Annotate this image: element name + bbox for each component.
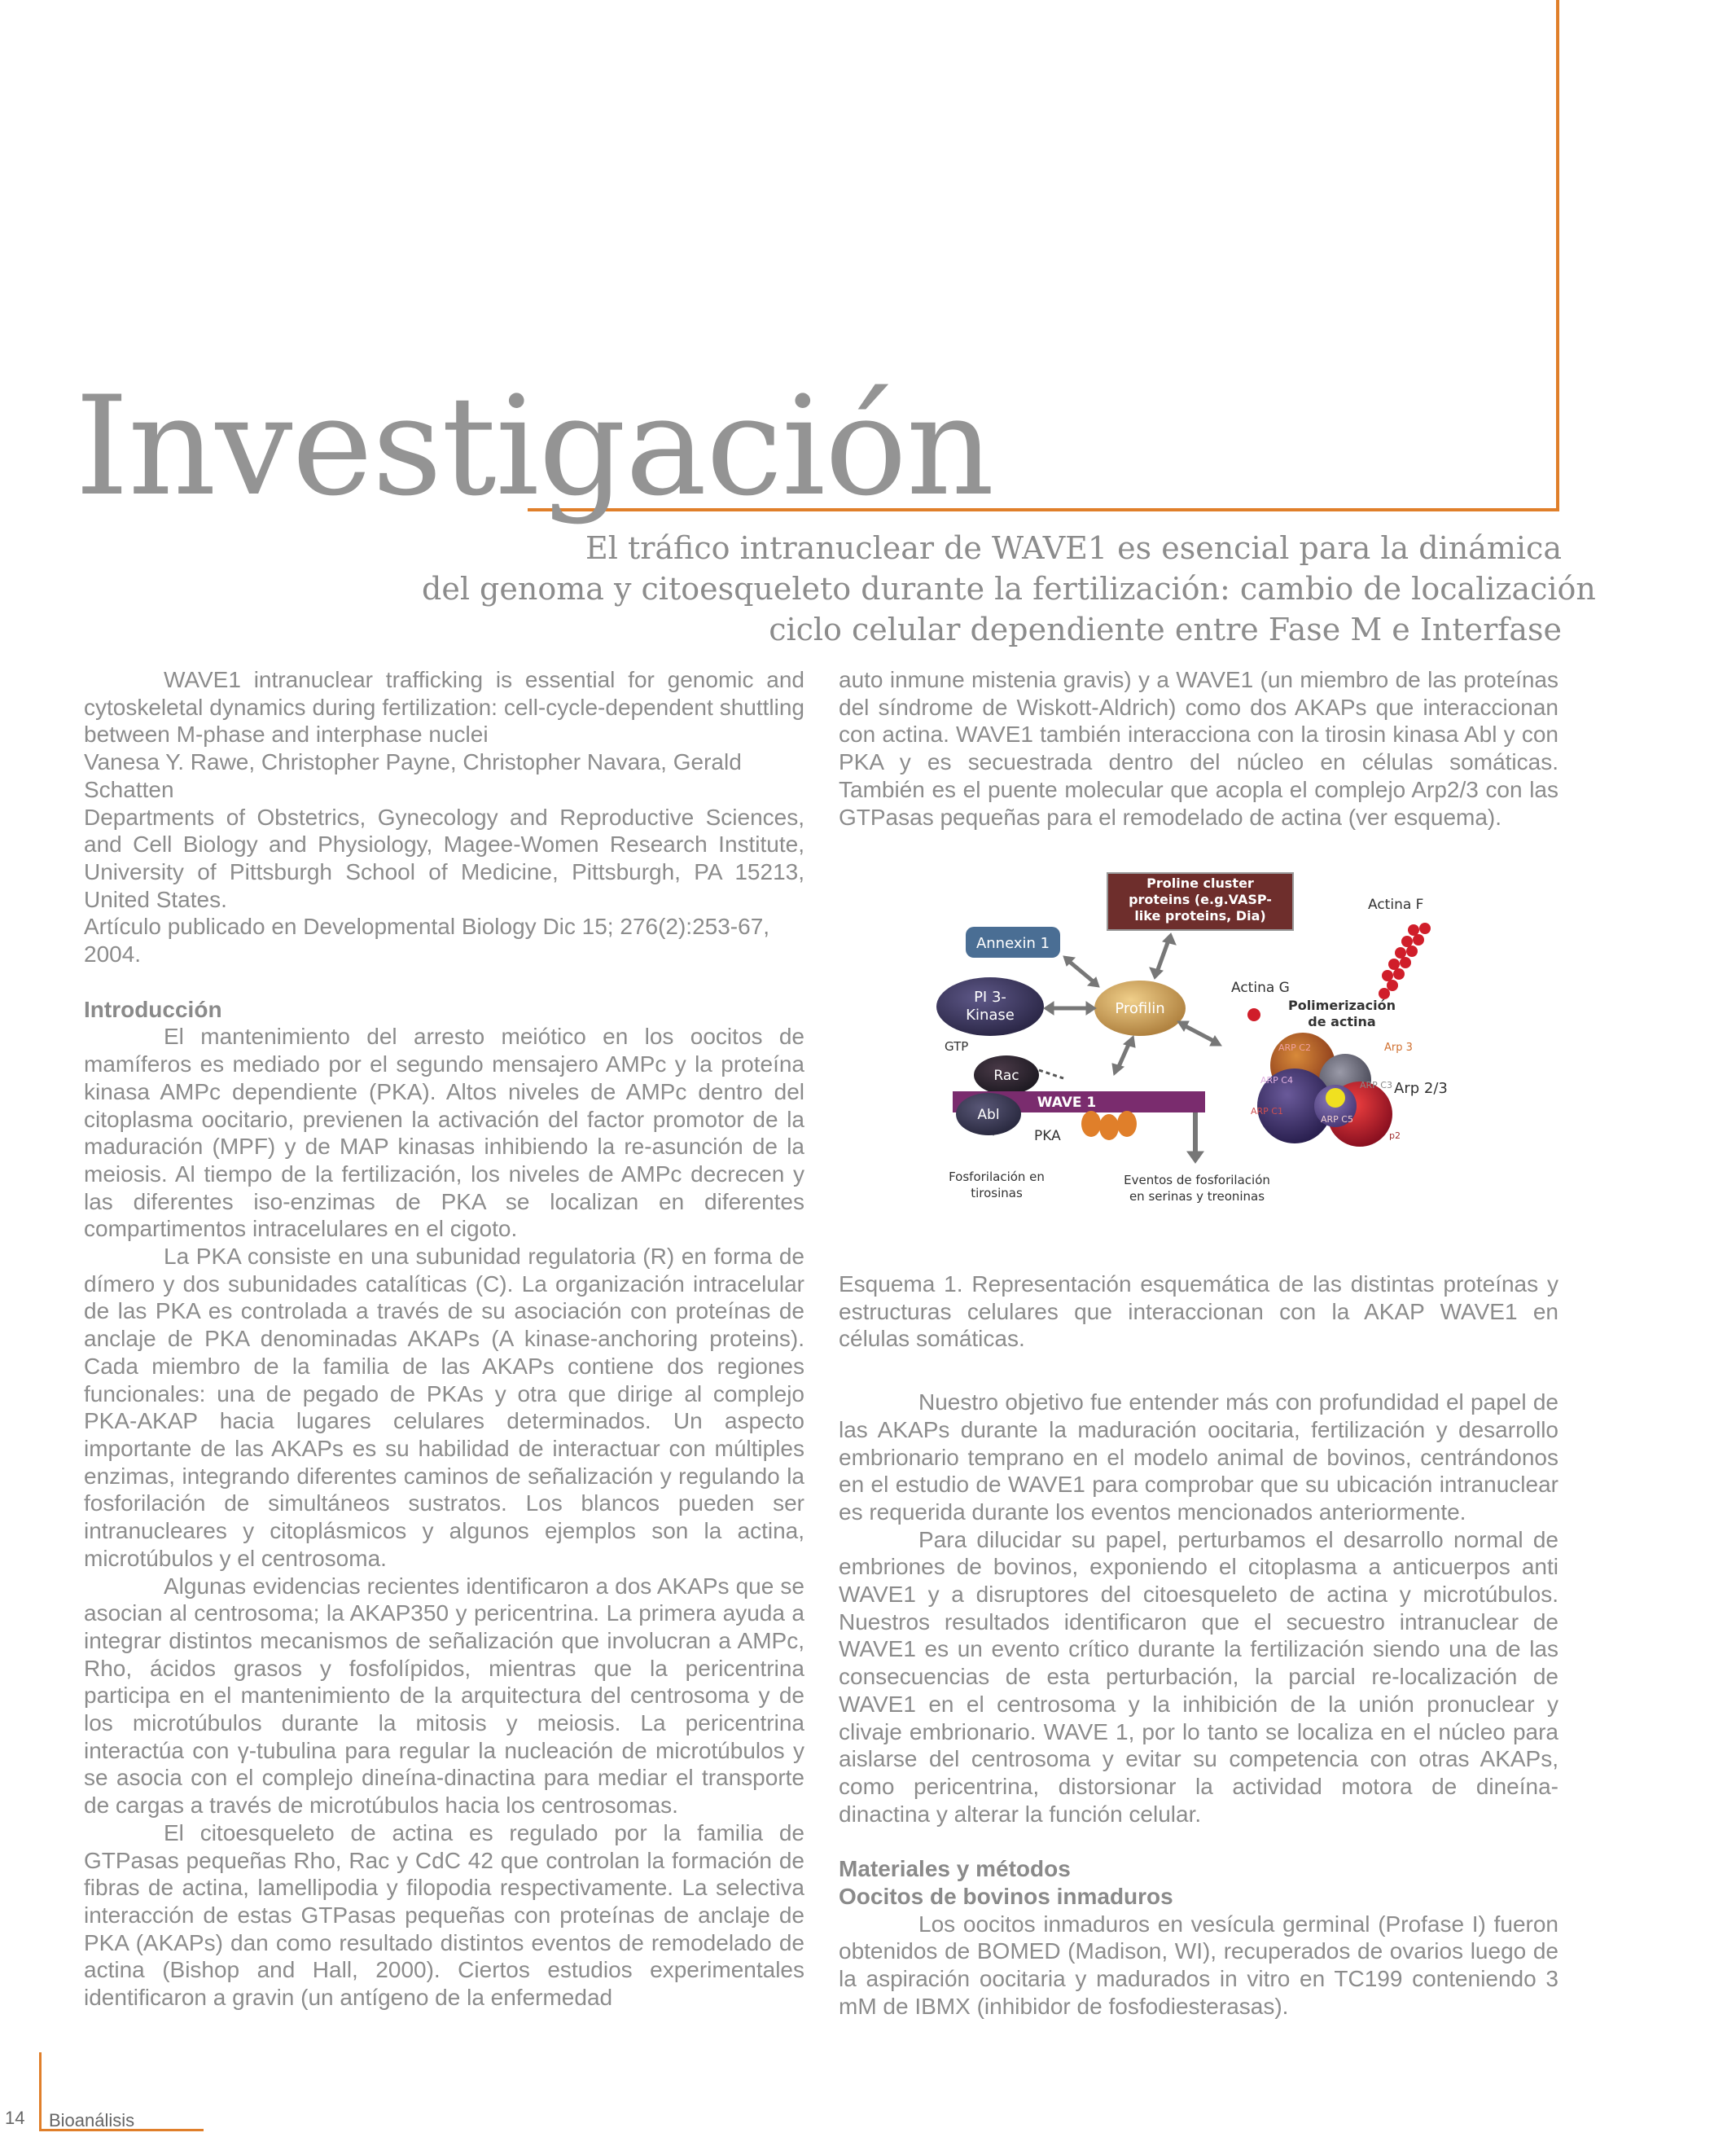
page-number: 14 — [5, 2108, 25, 2128]
article-title — [422, 528, 1596, 650]
arp23-complex — [1251, 1033, 1448, 1147]
methods-heading: Materiales y métodos — [839, 1856, 1071, 1882]
actina-f-label: Actina F — [1368, 897, 1424, 913]
article-title-line: del genoma y citoesqueleto durante la fertilización: cambio de localización — [422, 571, 1596, 607]
arp-label: Arp 3 — [1384, 1042, 1413, 1054]
article-title-line: El tráfico intranuclear de WAVE1 es esencial para la dinámica — [585, 530, 1562, 566]
arp-label: ARP C1 — [1251, 1106, 1283, 1117]
spacer — [839, 1828, 1558, 1855]
arp-label: ARP C2 — [1278, 1042, 1311, 1053]
section-title: Investigación — [75, 366, 994, 526]
fosfo-tirosinas-line: tirosinas — [971, 1186, 1023, 1200]
proline-line: proteins (e.g.VASP- — [1129, 892, 1272, 907]
body-paragraph: El citoesqueleto de actina es regulado por la familia de GTPasas pequeñas Rho, Rac y CdC 42 que controlan la formación de fibras de actina, lamellipodia y filopodia respectivamente. La selectiva interacción de estas GTPasas pequeñas con proteínas de anclaje de PKA (AKAPs) dan como resultado distintos eventos de remodelado de actina (Bishop and Hall, 2000). Ciertos estudios experimentales identificaron a gravin (un antígeno de la enfermedad — [84, 1819, 804, 2011]
spacer — [84, 968, 804, 996]
pi3k-line: Kinase — [966, 1007, 1015, 1024]
actina-g-dot — [1247, 1008, 1260, 1021]
body-paragraph: auto inmune mistenia gravis) y a WAVE1 (un miembro de las proteínas del síndrome de Wiskott-Aldrich) como dos AKAPs que interaccionan con actina. WAVE1 también interacciona con la tirosin kinasa Abl y con PKA y es secuestrada dentro del núcleo en células somáticas. También es el puente molecular que acopla el complejo Arp2/3 con las GTPasas pequeñas para el remodelado de actina (ver esquema). — [839, 667, 1558, 830]
figure-caption: Esquema 1. Representación esquemática de las distintas proteínas y estructuras celulares que interaccionan con la AKAP WAVE1 en células somáticas. — [839, 1271, 1558, 1352]
article-title-line: ciclo celular dependiente entre Fase M e Interfase — [769, 612, 1562, 647]
body-paragraph: Para dilucidar su papel, perturbamos el desarrollo normal de embriones de bovinos, exponiendo el citoplasma a anticuerpos anti WAVE1 y a disruptores del citoesqueleto de actina y microtúbulos. Nuestros resultados identificaron que el secuestro intranuclear de WAVE1 es un evento crítico durante la fertilización siendo una de las consecuencias de esta perturbación, la parcial re-localización de WAVE1 en el centrosoma y la inhibición de la unión pronuclear y clivaje embrionario. WAVE 1, por lo tanto se localiza en el núcleo para aislarse del centrosoma y evitar su competencia con otras AKAPs, como pericentrina, distorsionar la actividad motora de dineína-dinactina y alterar la función celular. — [839, 1526, 1558, 1827]
affiliation: Departments of Obstetrics, Gynecology and Reproductive Sciences, and Cell Biology and Physiology, Magee-Women Research Institute, University of Pittsburgh School of Medicine, Pittsburgh, PA 15213, United States. — [84, 804, 804, 912]
polimerizacion-line: Polimerización — [1287, 998, 1396, 1013]
actina-g-label: Actina G — [1231, 980, 1290, 996]
rac-dashed-link — [1039, 1070, 1063, 1078]
footer-vertical-rule — [39, 2052, 42, 2130]
rac-ellipse — [974, 1055, 1039, 1095]
polimerizacion-line: de actina — [1308, 1014, 1376, 1029]
body-paragraph: Nuestro objetivo fue entender más con profundidad el papel de las AKAPs durante la maduración oocitaria, fertilización y desarrollo embrionario temprano en el modelo animal de bovinos, centrándonos en el estudio de WAVE1 para comprobar que su ubicación intranuclear es requerida durante los eventos mencionados anteriormente. — [839, 1389, 1558, 1525]
fosfo-tirosinas-line: Fosforilación en — [949, 1169, 1045, 1184]
proline-cluster-box — [1107, 873, 1293, 930]
pi3-kinase-ellipse — [936, 977, 1044, 1036]
authors: Vanesa Y. Rawe, Christopher Payne, Christopher Navara, Gerald Schatten — [84, 749, 742, 802]
arp-label: ARP C3 — [1360, 1080, 1392, 1090]
proline-line: Proline cluster — [1146, 875, 1254, 891]
arp23-label: Arp 2/3 — [1394, 1080, 1448, 1097]
citation: Artículo publicado en Developmental Biology Dic 15; 276(2):253-67, 2004. — [84, 914, 770, 968]
wave1-diagram-svg — [936, 870, 1458, 1261]
magazine-name: Bioanálisis — [49, 2110, 135, 2130]
profilin-label: Profilin — [1115, 1000, 1165, 1017]
eventos-line: Eventos de fosforilación — [1124, 1173, 1270, 1187]
wave1-diagram — [936, 870, 1458, 1261]
body-paragraph: El mantenimiento del arresto meiótico en los oocitos de mamíferos es mediado por el segundo mensajero AMPc y la proteína kinasa AMPc dependiente (PKA). Altos niveles de AMPc dentro del citoplasma oocitario, previenen la activación del factor promotor de la maduración (MPF) y de MAP kinasas inhibiendo la re-asunción de la meiosis. Al tiempo de la fertilización, los niveles de AMPc decrecen y las diferentes iso-enzimas de PKA se localizan en diferentes compartimentos intracelulares en el cigoto. — [84, 1024, 804, 1242]
eventos-line: en serinas y treoninas — [1129, 1189, 1265, 1204]
arp-label: p2 — [1389, 1130, 1401, 1141]
arp-label: ARP C5 — [1321, 1114, 1353, 1125]
annexin-box — [966, 927, 1060, 958]
profilin-ellipse — [1094, 981, 1186, 1036]
arp-label: ARP C4 — [1260, 1075, 1293, 1086]
body-paragraph: La PKA consiste en una subunidad regulatoria (R) en forma de dímero y dos subunidades catalíticas (C). La organización intracelular de las PKA es controlada a través de su asociación con proteínas de anclaje de PKA denominadas AKAPs (A kinase-anchoring proteins). Cada miembro de la familia de las AKAPs contiene dos regiones funcionales: una de pegado de PKAs y otra que dirige al complejo PKA-AKAP hacia lugares celulares determinados. Un aspecto importante de las AKAPs es su habilidad de interactuar con múltiples enzimas, integrando diferentes caminos de señalización y regulando la fosforilación de simultáneos sustratos. Los blancos pueden ser intranucleares y citoplásmicos y algunos ejemplos son la actina, microtúbulos y el centrosoma. — [84, 1244, 804, 1571]
pi3k-line: PI 3- — [974, 989, 1006, 1006]
spacer — [839, 1353, 1558, 1389]
proline-line: like proteins, Dia) — [1134, 908, 1266, 924]
annexin-label: Annexin 1 — [975, 935, 1050, 952]
english-title: WAVE1 intranuclear trafficking is essential for genomic and cytoskeletal dynamics during fertilization: cell-cycle-dependent shuttling between M-phase and interphase nuclei — [84, 667, 804, 748]
body-paragraph: Los oocitos inmaduros en vesícula germinal (Profase I) fueron obtenidos de BOMED (Madison, WI), recuperados de ovarios luego de la aspiración oocitaria y madurados in vitro en TC199 conteniendo 3 mM de IBMX (inhibidor de fosfodiesterasas). — [839, 1911, 1558, 2019]
actin-filament — [1379, 923, 1431, 999]
pka-label: PKA — [1034, 1128, 1061, 1144]
body-paragraph: Algunas evidencias recientes identificaron a dos AKAPs que se asocian al centrosoma; la AKAP350 y pericentrina. La primera ayuda a integrar distintos mecanismos de señalización que involucran a AMPc, Rho, ácidos grasos y fosfolípidos, mientras que la pericentrina participa en el mantenimiento de la arquitectura del centrosoma y de los microtúbulos durante la mitosis y meiosis. La pericentrina interactúa con γ-tubulina para regular la nucleación de microtúbulos y se asocia con el complejo dineína-dinactina para mediar el transporte de cargas a través de microtúbulos hacia los centrosomas. — [84, 1573, 804, 1819]
right-column-bottom — [839, 1270, 1558, 2021]
orange-vertical-rule — [1556, 0, 1559, 511]
methods-subheading: Oocitos de bovinos inmaduros — [839, 1884, 1173, 1910]
abl-ellipse — [956, 1093, 1021, 1135]
left-column — [84, 666, 804, 2012]
intro-heading: Introducción — [84, 996, 222, 1022]
wave1-label: WAVE 1 — [1037, 1095, 1097, 1111]
right-column-top — [839, 666, 1558, 831]
rac-label: Rac — [993, 1068, 1019, 1084]
gtp-label: GTP — [945, 1039, 969, 1054]
abl-label: Abl — [977, 1107, 1000, 1123]
pka-subunits — [1081, 1111, 1137, 1140]
